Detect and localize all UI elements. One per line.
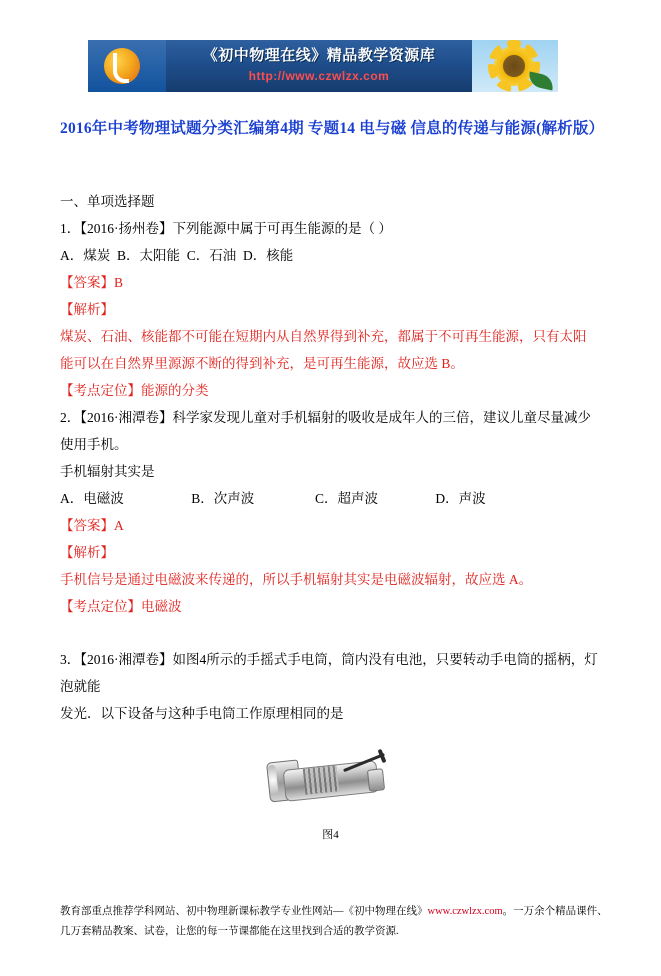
question-2-analysis-label: 【解析】 xyxy=(60,545,114,561)
question-3-stem: 3．【2016·湘潭卷】如图4所示的手摇式手电筒，筒内没有电池，只要转动手电筒的摇柄，灯泡就能 xyxy=(60,652,598,695)
question-1-stem: 1．【2016·扬州卷】下列能源中属于可再生能源的是（ ） xyxy=(60,221,392,237)
question-2-options: A．电磁波 B．次声波 C．超声波 D．声波 xyxy=(60,491,486,507)
hand-crank-flashlight-image xyxy=(256,741,406,815)
banner-image-area xyxy=(472,40,558,92)
section-heading: 一、单项选择题 xyxy=(60,194,155,210)
question-2-stem: 2．【2016·湘潭卷】科学家发现儿童对手机辐射的吸收是成年人的三倍，建议儿童尽量减少使用手机。 xyxy=(60,410,591,453)
banner-logo-area xyxy=(88,40,166,92)
leaf-icon xyxy=(527,71,555,90)
figure-container xyxy=(60,741,601,842)
question-1-analysis-label: 【解析】 xyxy=(60,302,114,318)
question-1-answer: 【答案】B xyxy=(60,275,124,291)
footer-line-1-pre: 教育部重点推荐学科网站、初中物理新课标教学专业性网站—《初中物理在线》 xyxy=(60,906,428,918)
flashlight-grip xyxy=(302,765,339,794)
footer-line-1-post: 。一万余个精品课件、 xyxy=(502,906,608,918)
site-banner xyxy=(88,40,558,92)
flashlight-tail xyxy=(366,768,384,792)
page-title: 2016年中考物理试题分类汇编第4期 专题14 电与磁 信息的传递与能源(解析版） xyxy=(60,120,605,137)
flashlight-crank-icon xyxy=(342,749,390,769)
page-footer xyxy=(60,902,619,942)
question-2-stem-line-2: 手机辐射其实是 xyxy=(60,464,155,480)
spacer xyxy=(60,620,601,646)
footer-line-2: 几万套精品教案、试卷，让您的每一节课都能在这里找到合适的教学资源. xyxy=(60,926,399,938)
sunflower-icon xyxy=(494,46,534,86)
flame-logo-icon xyxy=(104,48,140,84)
footer-line-1 xyxy=(60,902,619,922)
banner-url[interactable]: http://www.czwlzx.com xyxy=(248,68,390,83)
question-2-answer: 【答案】A xyxy=(60,518,124,534)
question-1-point: 【考点定位】能源的分类 xyxy=(60,383,209,399)
footer-url[interactable]: www.czwlzx.com xyxy=(427,906,503,918)
document-page xyxy=(0,40,661,976)
question-1-analysis-line-2: 能可以在自然界里源源不断的得到补充，是可再生能源，故应选 B。 xyxy=(60,356,464,372)
figure-caption: 图4 xyxy=(322,829,339,842)
question-1-analysis-line-1: 煤炭、石油、核能都不可能在短期内从自然界得到补充，都属于不可再生能源，只有太阳 xyxy=(60,329,587,345)
banner-title: 《初中物理在线》精品教学资源库 xyxy=(202,48,436,65)
banner-text-area xyxy=(166,48,472,83)
question-2-point: 【考点定位】电磁波 xyxy=(60,599,182,615)
question-3-stem-line-2: 发光．以下设备与这种手电筒工作原理相同的是 xyxy=(60,706,344,722)
question-1-options: A．煤炭 B．太阳能 C．石油 D．核能 xyxy=(60,248,294,264)
question-2-analysis-line-1: 手机信号是通过电磁波来传递的，所以手机辐射其实是电磁波辐射，故应选 A。 xyxy=(60,572,533,588)
